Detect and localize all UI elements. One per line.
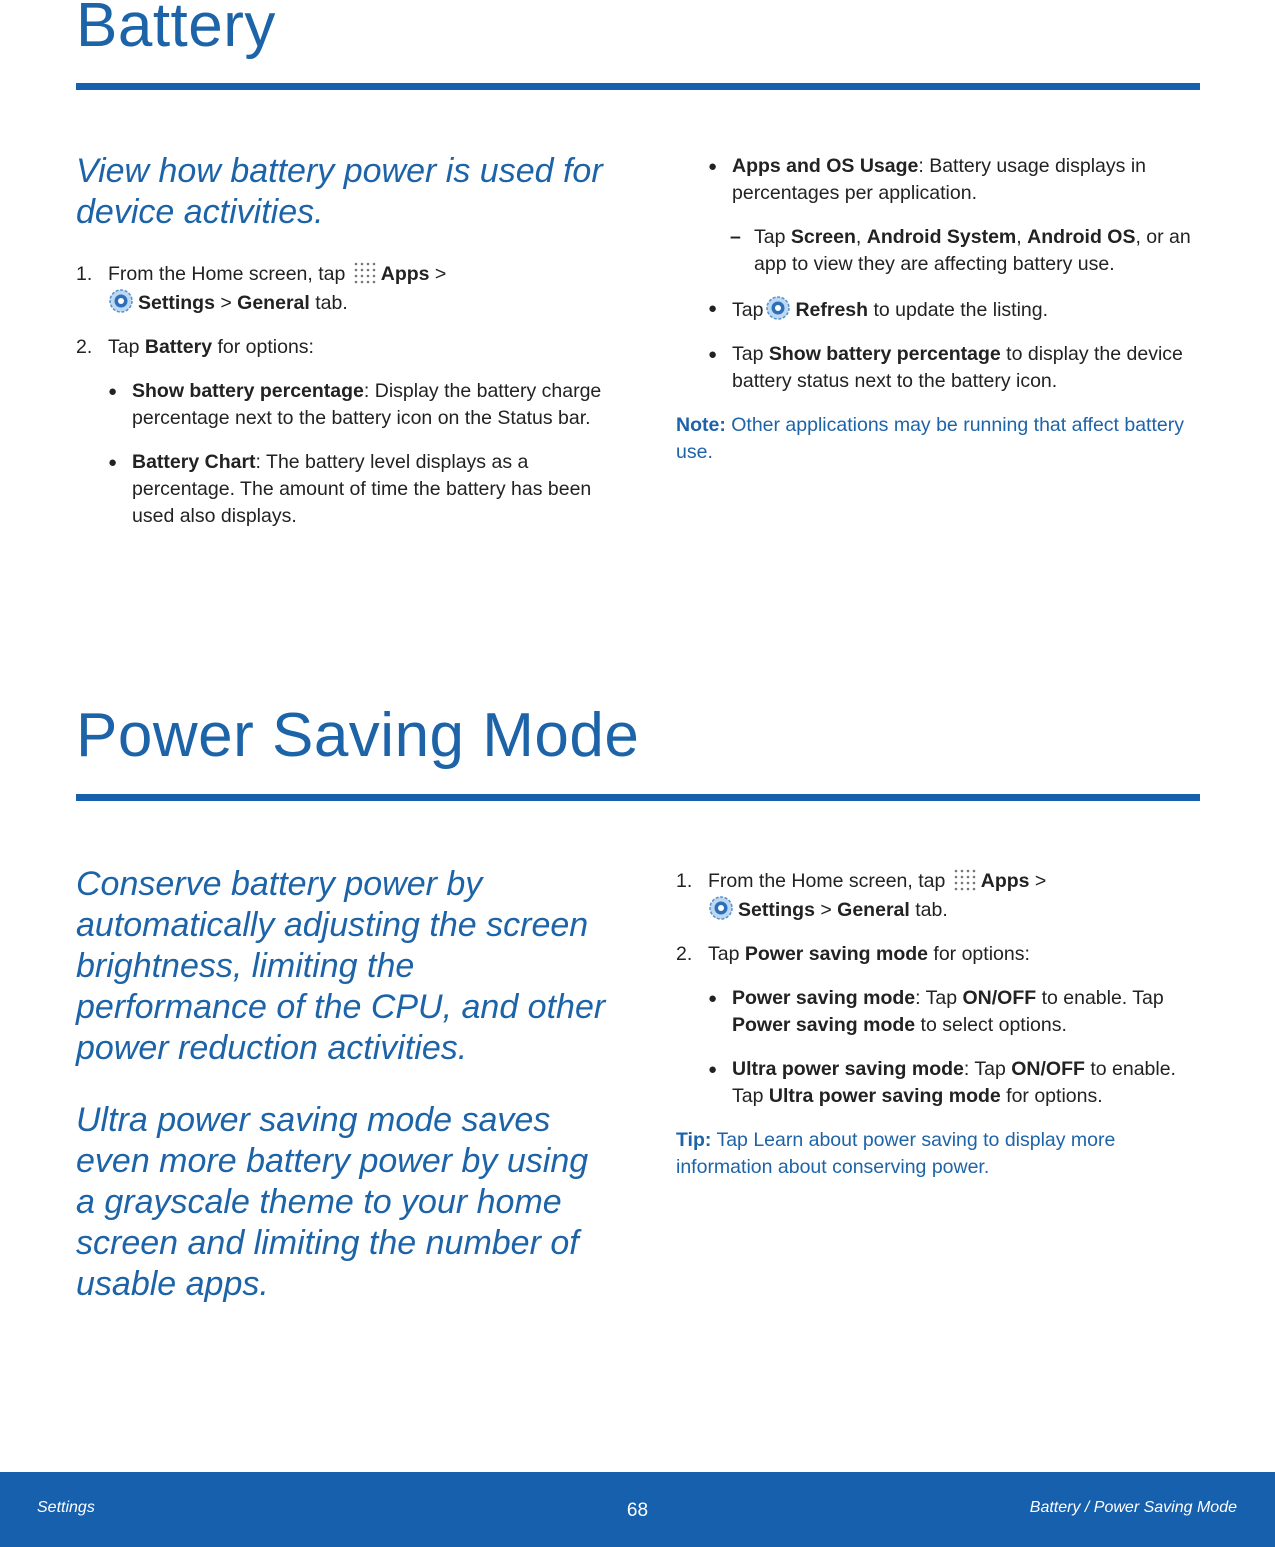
bullet-power-saving-mode: ● Power saving mode: Tap ON/OFF to enable. Tap Power saving mode to select options.: [708, 987, 1164, 1036]
page-footer: [0, 1472, 1275, 1547]
bullet-apps-os-usage: ● Apps and OS Usage: Battery usage displays in percentages per application.: [708, 155, 1146, 204]
bullet-show-battery-percentage: ● Show battery percentage: Display the battery charge percentage next to the battery icon on the Status bar.: [108, 380, 602, 429]
bullet-show-percentage-tap: ● Tap Show battery percentage to display the device battery status next to the battery icon.: [708, 343, 1183, 392]
bullet-ultra-power-saving-mode: ● Ultra power saving mode: Tap ON/OFF to enable. Tap Ultra power saving mode for options.: [708, 1058, 1176, 1107]
bullet-refresh: ● Tap Refresh to update the listing.: [676, 295, 1202, 324]
title-divider: [76, 794, 1200, 801]
power-title: Power Saving Mode: [76, 701, 640, 770]
battery-intro: View how battery power is used for device activities.: [76, 152, 603, 231]
power-intro-2: Ultra power saving mode saves even more battery power by using a grayscale theme to your home screen and limiting the number of usable apps.: [76, 1101, 589, 1303]
battery-title: Battery: [76, 0, 276, 60]
power-step-2: 2. Tap Power saving mode for options:: [676, 943, 1030, 965]
apps-grid-icon: [953, 868, 977, 892]
battery-note: Note: Other applications may be running that affect battery use.: [676, 414, 1184, 463]
settings-gear-icon: [108, 288, 134, 314]
settings-gear-icon: [708, 895, 734, 921]
battery-step-1: 1. From the Home screen, tap Apps > Settings > General tab.: [76, 263, 447, 314]
bullet-battery-chart: ● Battery Chart: The battery level displays as a percentage. The amount of time the battery has been used also displays.: [108, 451, 592, 527]
battery-step-2: 2. Tap Battery for options:: [76, 336, 314, 358]
battery-right-column: [676, 153, 1202, 466]
power-right-column: [676, 868, 1202, 1181]
battery-left-column: [76, 261, 616, 547]
power-intro-1: Conserve battery power by automatically adjusting the screen brightness, limiting the performance of the CPU, and other power reduction activities.: [76, 865, 606, 1067]
footer-section-label: Settings: [37, 1499, 95, 1516]
title-divider: [76, 83, 1200, 90]
power-tip: Tip: Tap Learn about power saving to display more information about conserving power.: [676, 1129, 1116, 1178]
footer-chapter-label: Battery / Power Saving Mode: [1029, 1499, 1237, 1516]
settings-gear-icon: [765, 295, 791, 321]
power-step-1: 1. From the Home screen, tap Apps > Settings > General tab.: [676, 870, 1047, 921]
apps-grid-icon: [353, 261, 377, 285]
sub-item-screen: – Tap Screen, Android System, Android OS, or an app to view they are affecting battery use.: [730, 226, 1191, 275]
page-number: 68: [626, 1500, 649, 1521]
